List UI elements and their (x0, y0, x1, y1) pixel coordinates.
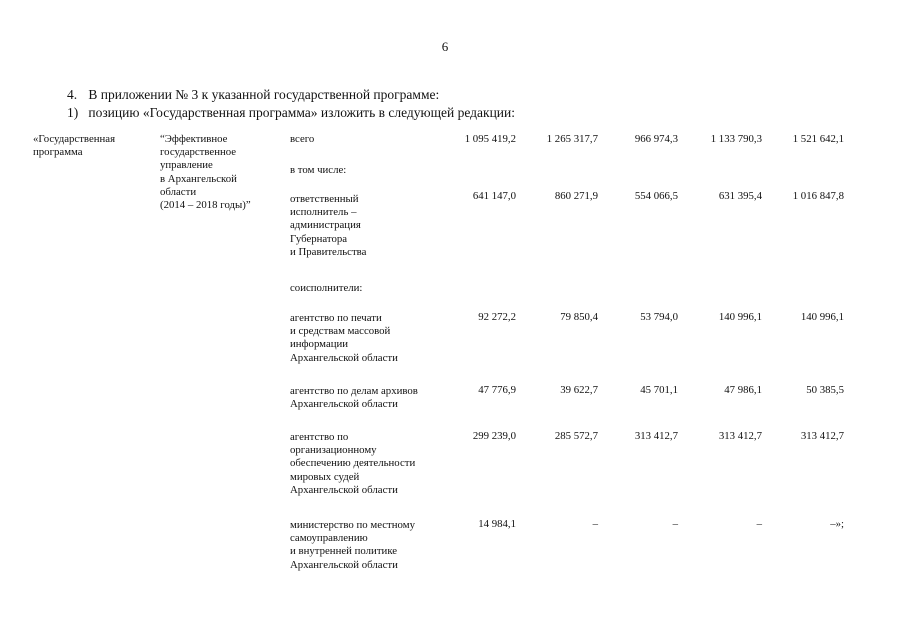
paragraph-4 (67, 87, 439, 103)
value-cell: 140 996,1 (718, 311, 762, 323)
value-cell: 92 272,2 (478, 311, 516, 323)
value-cell: – (592, 518, 598, 530)
paragraph-number: 1) (67, 105, 79, 120)
value-cell: 1 133 790,3 (710, 133, 762, 145)
value-cell: 313 412,7 (800, 430, 844, 442)
value-cell: 39 622,7 (560, 384, 598, 396)
value-cell: 313 412,7 (634, 430, 678, 442)
value-cell: – (756, 518, 762, 530)
value-cell: 631 395,4 (718, 190, 762, 202)
value-cell: 285 572,7 (554, 430, 598, 442)
value-cell: 1 095 419,2 (464, 133, 516, 145)
value-cell: 1 521 642,1 (792, 133, 844, 145)
row-label-total: всего (290, 133, 315, 145)
paragraph-4-1 (67, 105, 515, 121)
value-cell: 50 385,5 (806, 384, 844, 396)
value-cell: 966 974,3 (634, 133, 678, 145)
row-label-press-agency: агентство по печати и средствам массовой информации Архангельской области (290, 312, 398, 364)
value-cell: 1 016 847,8 (792, 190, 844, 202)
value-cell: 47 986,1 (724, 384, 762, 396)
value-cell: 45 701,1 (640, 384, 678, 396)
value-cell: 554 066,5 (634, 190, 678, 202)
paragraph-number: 4. (67, 87, 78, 102)
program-type-cell: «Государственная программа (33, 133, 116, 159)
paragraph-text: позицию «Государственная программа» изложить в следующей редакции: (88, 105, 515, 120)
program-name-cell: “Эффективное государственное управление в Архангельской области (2014 – 2018 годы)” (160, 133, 251, 212)
paragraph-text: В приложении № 3 к указанной государственной программе: (88, 87, 440, 102)
value-cell: – (672, 518, 678, 530)
value-cell: 299 239,0 (472, 430, 516, 442)
value-cell: 53 794,0 (640, 311, 678, 323)
value-cell: 79 850,4 (560, 311, 598, 323)
row-label-including: в том числе: (290, 164, 347, 176)
value-cell: 14 984,1 (478, 518, 516, 530)
value-cell: 47 776,9 (478, 384, 516, 396)
value-cell: –»; (830, 518, 844, 530)
value-cell: 313 412,7 (718, 430, 762, 442)
row-label-local-government-ministry: министерство по местному самоуправлению и внутренней политике Архангельской области (290, 519, 415, 571)
value-cell: 1 265 317,7 (546, 133, 598, 145)
page-number: 6 (441, 39, 449, 54)
row-label-judges-agency: агентство по организационному обеспечению деятельности мировых судей Архангельской области (290, 431, 416, 496)
value-cell: 641 147,0 (472, 190, 516, 202)
value-cell: 860 271,9 (554, 190, 598, 202)
value-cell: 140 996,1 (800, 311, 844, 323)
row-label-archives-agency: агентство по делам архивов Архангельской области (290, 385, 418, 411)
row-label-responsible: ответственный исполнитель – администрация Губернатора и Правительства (290, 193, 367, 258)
row-label-co-executors: соисполнители: (290, 282, 363, 294)
